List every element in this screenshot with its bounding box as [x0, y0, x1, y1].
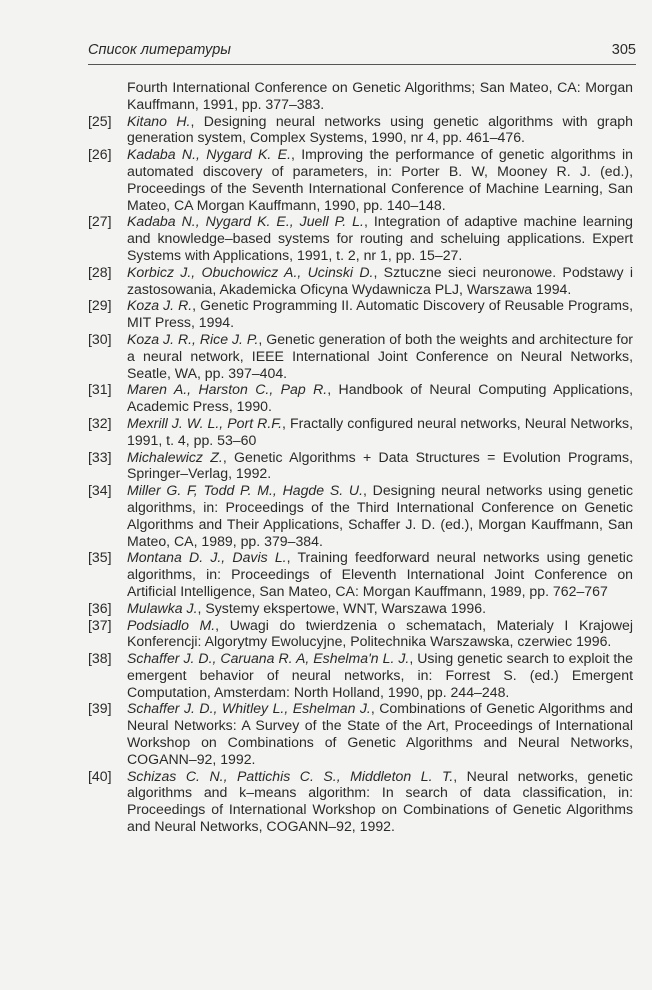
reference-authors: Korbicz J., Obuchowicz A., Ucinski D.	[127, 263, 374, 280]
reference-authors: Kadaba N., Nygard K. E.	[127, 146, 291, 163]
reference-authors: Podsiadlo M.	[127, 616, 216, 633]
reference-text: , Genetic generation of both the weights and architecture for a neural network, IEEE International Joint Conference on Neural Networks, Seatle, WA, pp. 397–404.	[127, 330, 633, 381]
reference-entry	[88, 213, 633, 263]
reference-number: [30]	[88, 330, 112, 347]
reference-entry	[88, 297, 633, 331]
reference-entry	[88, 617, 633, 651]
reference-number: [40]	[88, 767, 112, 784]
reference-number: [36]	[88, 599, 112, 616]
page-header	[88, 42, 636, 62]
reference-authors: Koza J. R., Rice J. P.	[127, 330, 259, 347]
reference-entry	[88, 79, 633, 113]
reference-entry	[88, 482, 633, 549]
reference-text: , Neural networks, genetic algorithms and k–means algorithm: In search of data classification, in: Proceedings of International Workshop on Combinations of Genetic Algorithms and Neural Networks, COGANN–92, 1992.	[127, 767, 633, 835]
reference-text: , Sztuczne sieci neuronowe. Podstawy i zastosowania, Akademicka Oficyna Wydawnicza PLJ, Warszawa 1994.	[127, 263, 633, 297]
reference-authors: Montana D. J., Davis L.	[127, 549, 287, 566]
reference-entry	[88, 650, 633, 700]
reference-authors: Schizas C. N., Pattichis C. S., Middleton L. T.	[127, 767, 454, 784]
reference-authors: Miller G. F, Todd P. M., Hagde S. U.	[127, 482, 363, 499]
reference-number: [27]	[88, 213, 112, 230]
reference-entry	[88, 600, 633, 617]
reference-authors: Schaffer J. D., Whitley L., Eshelman J.	[127, 700, 371, 717]
reference-text: , Improving the performance of genetic algorithms in automated discovery of parameters, in: Porter B. W, Mooney R. J. (ed.), Proceedings of the Seventh International Conference of Machine Learning, San Mateo, CA Morgan Kauffmann, 1990, pp. 140–148.	[127, 146, 633, 213]
reference-entry	[88, 768, 633, 835]
reference-number: [39]	[88, 700, 112, 717]
reference-number: [33]	[88, 448, 112, 465]
reference-authors: Kitano H.	[127, 112, 191, 129]
reference-number: [34]	[88, 482, 112, 499]
reference-entry	[88, 331, 633, 381]
reference-text: , Training feedforward neural networks using genetic algorithms, in: Proceedings of Eleventh International Joint Conference on Artificial Intelligence, San Mateo, CA: Morgan Kauffmann, 1989, pp. 762–767	[127, 549, 633, 599]
reference-number: [26]	[88, 146, 112, 163]
reference-authors: Schaffer J. D., Caruana R. A, Eshelma'n L. J.	[127, 650, 410, 667]
reference-authors: Kadaba N., Nygard K. E., Juell P. L.	[127, 213, 364, 230]
reference-text: Fourth International Conference on Genetic Algorithms; San Mateo, CA: Morgan Kauffmann, 1991, pp. 377–383.	[127, 79, 633, 112]
reference-text: , Genetic Programming II. Automatic Discovery of Reusable Programs, MIT Press, 1994.	[127, 297, 633, 331]
reference-authors: Mulawka J.	[127, 599, 198, 616]
reference-text: , Designing neural networks using genetic algorithms, in: Proceedings of the Third International Conference on Genetic Algorithms and Their Applications, Schaffer J. D. (ed.), Morgan Kauffmann, San Mateo, CA, 1989, pp. 379–384.	[127, 482, 633, 549]
reference-text: , Fractally configured neural networks, Neural Networks, 1991, t. 4, pp. 53–60	[127, 414, 633, 448]
reference-entry	[88, 549, 633, 599]
reference-number: [29]	[88, 297, 112, 314]
reference-number: [32]	[88, 414, 112, 431]
reference-text: , Designing neural networks using genetic algorithms with graph generation system, Complex Systems, 1990, nr 4, pp. 461–476.	[127, 112, 633, 146]
reference-text: , Systemy ekspertowe, WNT, Warszawa 1996.	[197, 599, 486, 616]
reference-entry	[88, 449, 633, 483]
reference-number: [25]	[88, 112, 112, 129]
reference-number: [37]	[88, 616, 112, 633]
reference-text: , Handbook of Neural Computing Applications, Academic Press, 1990.	[127, 381, 634, 415]
reference-number: [38]	[88, 650, 112, 667]
header-rule	[88, 64, 636, 65]
reference-entry	[88, 264, 633, 298]
reference-entry	[88, 381, 633, 415]
reference-authors: Koza J. R.	[127, 297, 193, 314]
reference-number: [31]	[88, 381, 112, 398]
reference-text: , Integration of adaptive machine learning and knowledge–based systems for routing and scheluing applications. Expert Systems with Applications, 1991, t. 2, nr 1, pp. 15–27.	[127, 213, 633, 263]
reference-text: , Uwagi do twierdzenia o schematach, Materialy I Krajowej Konferencji: Algorytmy Ewolucyjne, Politechnika Warszawska, czerwiec 1996.	[127, 616, 633, 650]
page-number: 305	[611, 42, 636, 58]
reference-text: , Combinations of Genetic Algorithms and Neural Networks: A Survey of the State of the Art, Proceedings of International Workshop on Combinations of Genetic Algorithms and Neural Networks, COGANN–92, 1992.	[127, 700, 633, 767]
reference-authors: Mexrill J. W. L., Port R.F.	[127, 414, 282, 431]
reference-entry	[88, 700, 633, 767]
reference-text: , Using genetic search to exploit the emergent behavior of neural networks, in: Forrest S. (ed.) Emergent Computation, Amsterdam: North Holland, 1990, pp. 244–248.	[127, 650, 633, 700]
reference-list	[88, 79, 633, 835]
reference-entry	[88, 113, 633, 147]
reference-entry	[88, 415, 633, 449]
reference-authors: Maren A., Harston C., Pap R.	[127, 381, 328, 398]
running-title: Список литературы	[88, 42, 231, 58]
reference-number: [28]	[88, 263, 112, 280]
reference-entry	[88, 146, 633, 213]
reference-text: , Genetic Algorithms + Data Structures = Evolution Programs, Springer–Verlag, 1992.	[127, 448, 633, 482]
reference-authors: Michalewicz Z.	[127, 448, 223, 465]
reference-number: [35]	[88, 549, 112, 566]
